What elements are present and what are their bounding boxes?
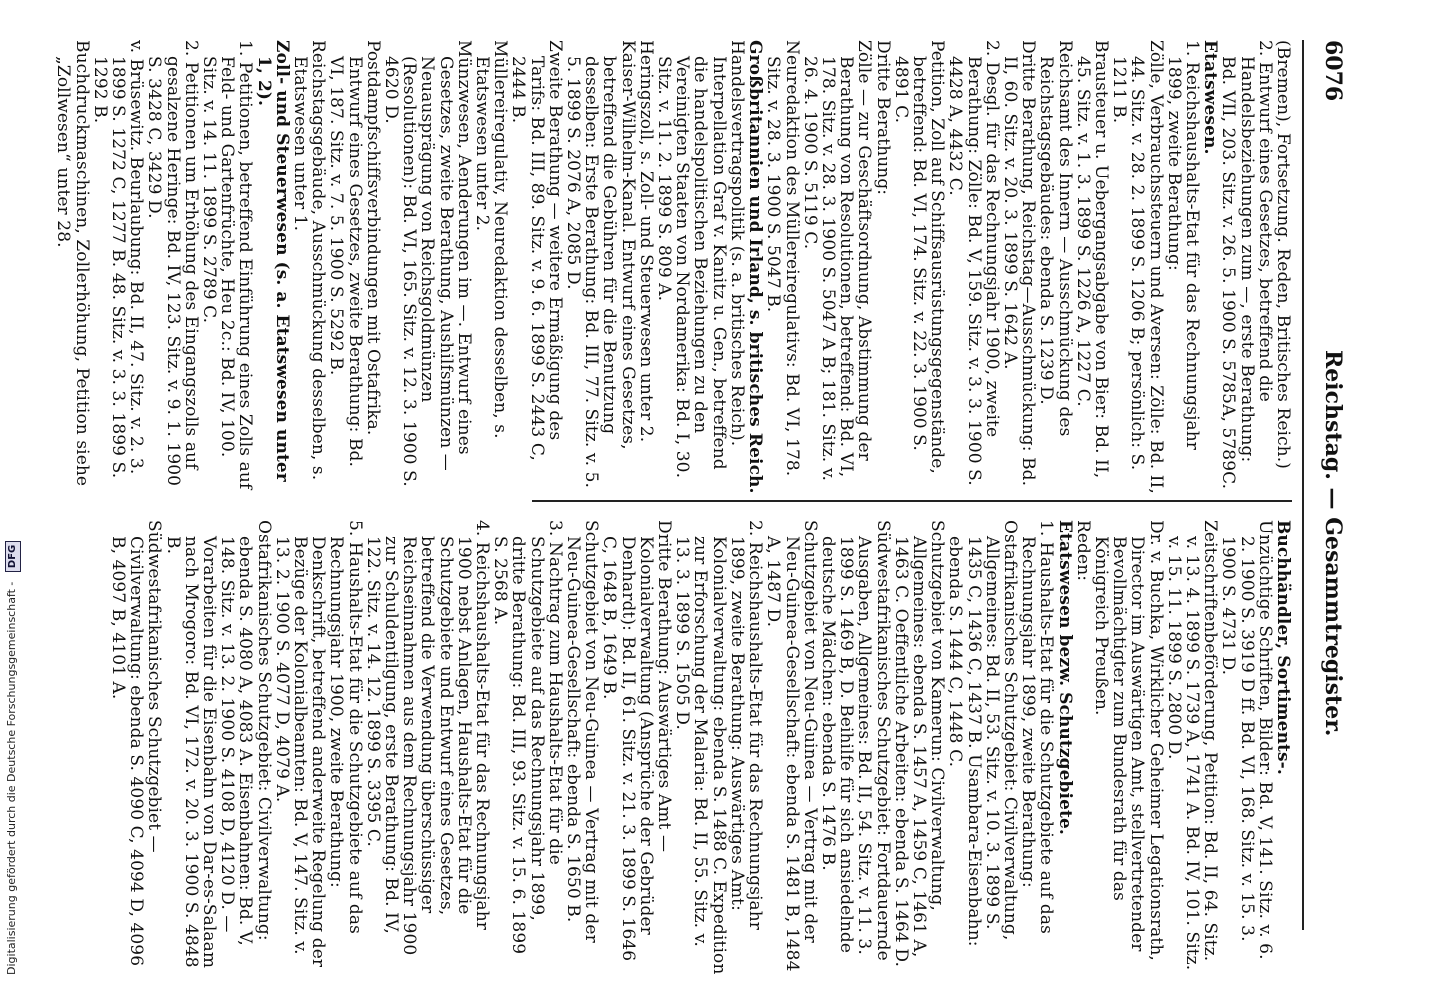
credit-text: Digitalisierung gefördert durch die Deutsche Forschungsgemeinschaft - <box>5 581 18 975</box>
index-entry: Buchhändler, Sortiments-. <box>1273 520 1293 775</box>
index-entry: Zweite Berathung — weitere Ermäßigung des Tarifs: Bd. III, 89. Sitz. v. 9. 6. 1899 S. 2443 C, 2444 B. <box>508 40 565 461</box>
index-entry: Ostafrikanisches Schutzgebiet: Civilverwaltung, Allgemeines: Bd. II, 53. Sitz. v. 10. 3. 1899 S. 1435 C, 1436 C, 1437 B. Usambara-Eisenbahn: ebenda S. 1444 C, 1448 C. <box>945 520 1020 947</box>
index-entry: Etatswesen. <box>1200 40 1221 155</box>
index-entry: Münzwesen, Aenderungen im —. Entwurf eines Gesetzes, zweite Berathung, Aushilfsmünzen — Neuausprägung von Reichsgoldmünzen (Resolutionen): Bd. VI, 165. Sitz. v. 12. 3. 1900 S. 4620 D. <box>381 40 474 487</box>
index-entry: Südwestafrikanisches Schutzgebiet — Civilverwaltung: ebenda S. 4090 C, 4094 D, 4096 B, 4097 B, 4101 A. <box>108 520 165 967</box>
index-entry: Dritte Berathung: <box>872 40 893 196</box>
index-entry: Ostafrikanisches Schutzgebiet: Civilverwaltung: ebenda S. 4080 A, 4083 A. Eisenbahnen: Bd. V, 148. Sitz. v. 13. 2. 1900 S. 4108 D, 4120 D. — Vorarbeiten für die Eisenbahn von Dar-es-Salaam nach Mrogoro: Bd. VI, 172. v. 20. 3. 1900 S. 4848 B. <box>162 520 274 969</box>
index-entry: 4. Reichshaushalts-Etat für das Rechnungsjahr 1900 nebst Anlagen, Haushalts-Etat für die Schutzgebiete und Entwurf eines Gesetzes, betreffend die Verwendung überschüssiger Reichseinnahmen aus dem Rechnungsjahr 1900 zur Schuldentilgung, erste Berathung: Bd. IV, 122. Sitz. v. 14. 12. 1899 S. 3395 C. <box>362 520 493 956</box>
index-entry: v. Brüsewitz. Beurlaubung: Bd. II, 47. Sitz. v. 2. 3. 1899 S. 1272 C, 1277 B. 48. Sitz. v. 3. 3. 1899 S. 1292 B. <box>89 40 147 479</box>
index-entry: Dr. v. Buchka, Wirklicher Geheimer Legationsrath, Director im Auswärtigen Amt, stellvertretender Bevollmächtigter zum Bundesrath für das Königreich Preußen. <box>1090 520 1166 961</box>
index-entry: Reden: <box>1072 520 1093 582</box>
index-entry: 1. Reichshaushalts-Etat für das Rechnungsjahr 1899, zweite Berathung: <box>1163 40 1202 450</box>
right-column <box>109 520 1292 975</box>
index-entry: 2. Petitionen um Erhöhung des Eingangszolls auf gesalzene Heringe: Bd. IV, 123. Sitz. v. 9. 1. 1900 S. 3428 C, 3429 D. <box>144 40 201 487</box>
header-rule <box>1302 40 1304 930</box>
index-entry: Heringszoll, s. Zoll- und Steuerwesen unter 2. <box>635 40 656 443</box>
running-title: Reichstag. — Gesammtregister. <box>1320 350 1346 737</box>
index-entry: Handelsvertragspolitik (s. a. britisches Reich). Interpellation Graf v. Kanitz u. Gen., betreffend die handelspolitischen Beziehungen zu den Vereinigten Staaten von Nordamerika: Bd. I, 30. Sitz. v. 11. 2. 1899 S. 809 A. <box>654 40 747 479</box>
index-entry: Dritte Berathung, Reichstag—Ausschmückung: Bd. II, 60. Sitz. v. 20. 3. 1899 S. 1642 A. <box>999 40 1039 487</box>
index-entry: Reichsamt des Innern — Ausschmückung des Reichstagsgebäudes: ebenda S. 1239 D. <box>1036 40 1075 437</box>
index-entry: Postdampfschiffsverbindungen mit Ostafrika. Entwurf eines Gesetzes, zweite Berathung: Bd. VI, 187. Sitz. v. 7. 5. 1900 S. 5292 B. <box>326 40 383 468</box>
index-entry: 5. Haushalts-Etat für die Schutzgebiete auf das Rechnungsjahr 1900, zweite Berathung: Denkschrift, betreffend anderweite Regelung der Bezüge der Kolonialbeamten: Bd. V, 147. Sitz. v. 13. 2. 1900 S. 4077 D, 4079 A. <box>271 520 365 968</box>
page-number: 6076 <box>1320 40 1346 102</box>
index-entry: Zölle — zur Geschäftsordnung, Abstimmung der Berathung von Resolutionen, betreffend: Bd. VI, 178. Sitz. v. 28. 3. 1900 S. 5047 A B; 181. Sitz. v. 26. 4. 1900 S. 5119 C. <box>799 40 875 482</box>
index-entry: 1. Haushalts-Etat für die Schutzgebiete auf das Rechnungsjahr 1899, zweite Berathung: <box>1018 520 1057 934</box>
column-divider <box>532 500 1292 502</box>
index-entry: Zeitschriftenbeförderung, Petition: Bd. II, 64. Sitz. v. 13. 4. 1899 S. 1739 A, 1741 A. Bd. IV, 101. Sitz. v. 15. 11. 1899 S. 2800 D. <box>1163 520 1221 971</box>
index-entry: 2. Entwurf eines Gesetzes, betreffend die Handelsbeziehungen zum —, erste Berathung: Bd. VII, 203. Sitz. v. 26. 5. 1900 S. 5785A, 5789C. <box>1218 40 1275 490</box>
index-entry: Petition, Zoll auf Schiffsausrüstungsgegenstände, betreffend: Bd. VI, 174. Sitz. v. 22. 3. 1900 S. 4891 C. <box>890 40 948 474</box>
index-entry: Schutzgebiet von Neu-Guinea — Vertrag mit der Neu-Guinea-Gesellschaft: ebenda S. 1650 B. <box>563 520 602 943</box>
page-header <box>1316 40 1346 930</box>
index-entry: 3. Nachtrag zum Haushalts-Etat für die Schutzgebiete auf das Rechnungsjahr 1899, dritte Berathung: Bd. III, 93. Sitz. v. 15. 6. 1899 S. 2568 A. <box>490 520 565 955</box>
index-entry: Schutzgebiet von Neu-Guinea — Vertrag mit der Neu-Guinea-Gesellschaft: ebenda S. 1481 B, 1484 A, 1487 D. <box>763 520 820 972</box>
dfg-logo: DFG <box>5 541 21 572</box>
index-entry: Neuredaktion des Müllereiregulativs: Bd. VI, 178. Sitz. v. 28. 3. 1900 S. 5047 B. <box>763 40 802 477</box>
index-entry: Reichstagsgebäude, Ausschmückung desselben, s. Etatswesen unter 1. <box>290 40 329 481</box>
index-entry: Buchdruckmaschinen, Zollerhöhung, Petition siehe „Zollwesen“ unter 28. <box>53 40 92 487</box>
index-entry: Unzüchtige Schriften, Bilder: Bd. V, 141. Sitz. v. 6. 2. 1900 S. 3919 D ff. Bd. VI, 168. Sitz. v. 15. 3. 1900 S. 4731 D. <box>1218 520 1275 960</box>
index-entry: Etatswesen bezw. Schutzgebiete. <box>1054 520 1075 835</box>
index-entry: Zölle, Verbrauchssteuern und Aversen: Zölle: Bd. II, 44. Sitz. v. 28. 2. 1899 S. 1206 B; persönlich: S. 1211 B. <box>1109 40 1166 494</box>
digitization-credit <box>0 35 24 975</box>
left-column <box>54 40 1292 495</box>
index-entry: 2. Desgl. für das Rechnungsjahr 1900, zweite Berathung: Zölle: Bd. V, 159. Sitz. v. 3. 3. 1900 S. 4428 A, 4432 C. <box>945 40 1002 486</box>
index-entry: 2. Reichshaushalts-Etat für das Rechnungsjahr 1899, zweite Berathung: Auswärtiges Amt: Kolonialverwaltung: ebenda S. 1488 C. Expedition zur Erforschung der Malaria: Bd. II, 55. Sitz. v. 13. 3. 1899 S. 1505 D. <box>672 520 766 975</box>
index-entry: Großbritannien und Irland, s. britisches Reich. <box>745 40 766 494</box>
index-entry: Kaiser-Wilhelm-Kanal. Entwurf eines Gesetzes, betreffend die Gebühren für die Benutzung desselben: Erste Berathung: Bd. III, 77. Sitz. v. 5. 5. 1899 S. 2076 A, 2085 D. <box>563 40 638 489</box>
index-entry: Schutzgebiet von Kamerun: Civilverwaltung, Allgemeines: ebenda S. 1457 A, 1459 C, 1461 A, 1463 C. Oeffentliche Arbeiten: ebenda S. 1464 D. <box>890 520 948 967</box>
index-entry: Müllereiregulativ, Neuredaktion desselben, s. Etatswesen unter 2. <box>472 40 511 439</box>
index-entry: Brausteuer u. Uebergangsabgabe von Bier: Bd. II, 45. Sitz. v. 1. 3. 1899 S. 1226 A, 1227 C. <box>1072 40 1111 479</box>
index-entry: (Bremen), Fortsetzung. Reden, Britisches Reich.) <box>1273 40 1293 469</box>
index-entry: Dritte Berathung: Auswärtiges Amt — Kolonialverwaltung (Ansprüche der Gebrüder Denhardt): Bd. II, 61. Sitz. v. 21. 3. 1899 S. 1646 C, 1648 B, 1649 B. <box>599 520 675 962</box>
index-entry: Südwestafrikanisches Schutzgebiet: Fortdauernde Ausgaben, Allgemeines: Bd. II, 54. Sitz. v. 11. 3. 1899 S. 1469 B, D. Beihilfe für sich ansiedelnde deutsche Mädchen: ebenda S. 1476 B. <box>817 520 893 961</box>
index-entry: 1. Petitionen, betreffend Einführung eines Zolls auf Feld- und Gartenfrüchte, Heu 2c.: Bd. IV, 100. Sitz. v. 14. 11. 1899 S. 2789 C. <box>199 40 256 490</box>
index-entry: Zoll- und Steuerwesen (s. a. Etatswesen unter 1, 2). <box>253 40 292 482</box>
